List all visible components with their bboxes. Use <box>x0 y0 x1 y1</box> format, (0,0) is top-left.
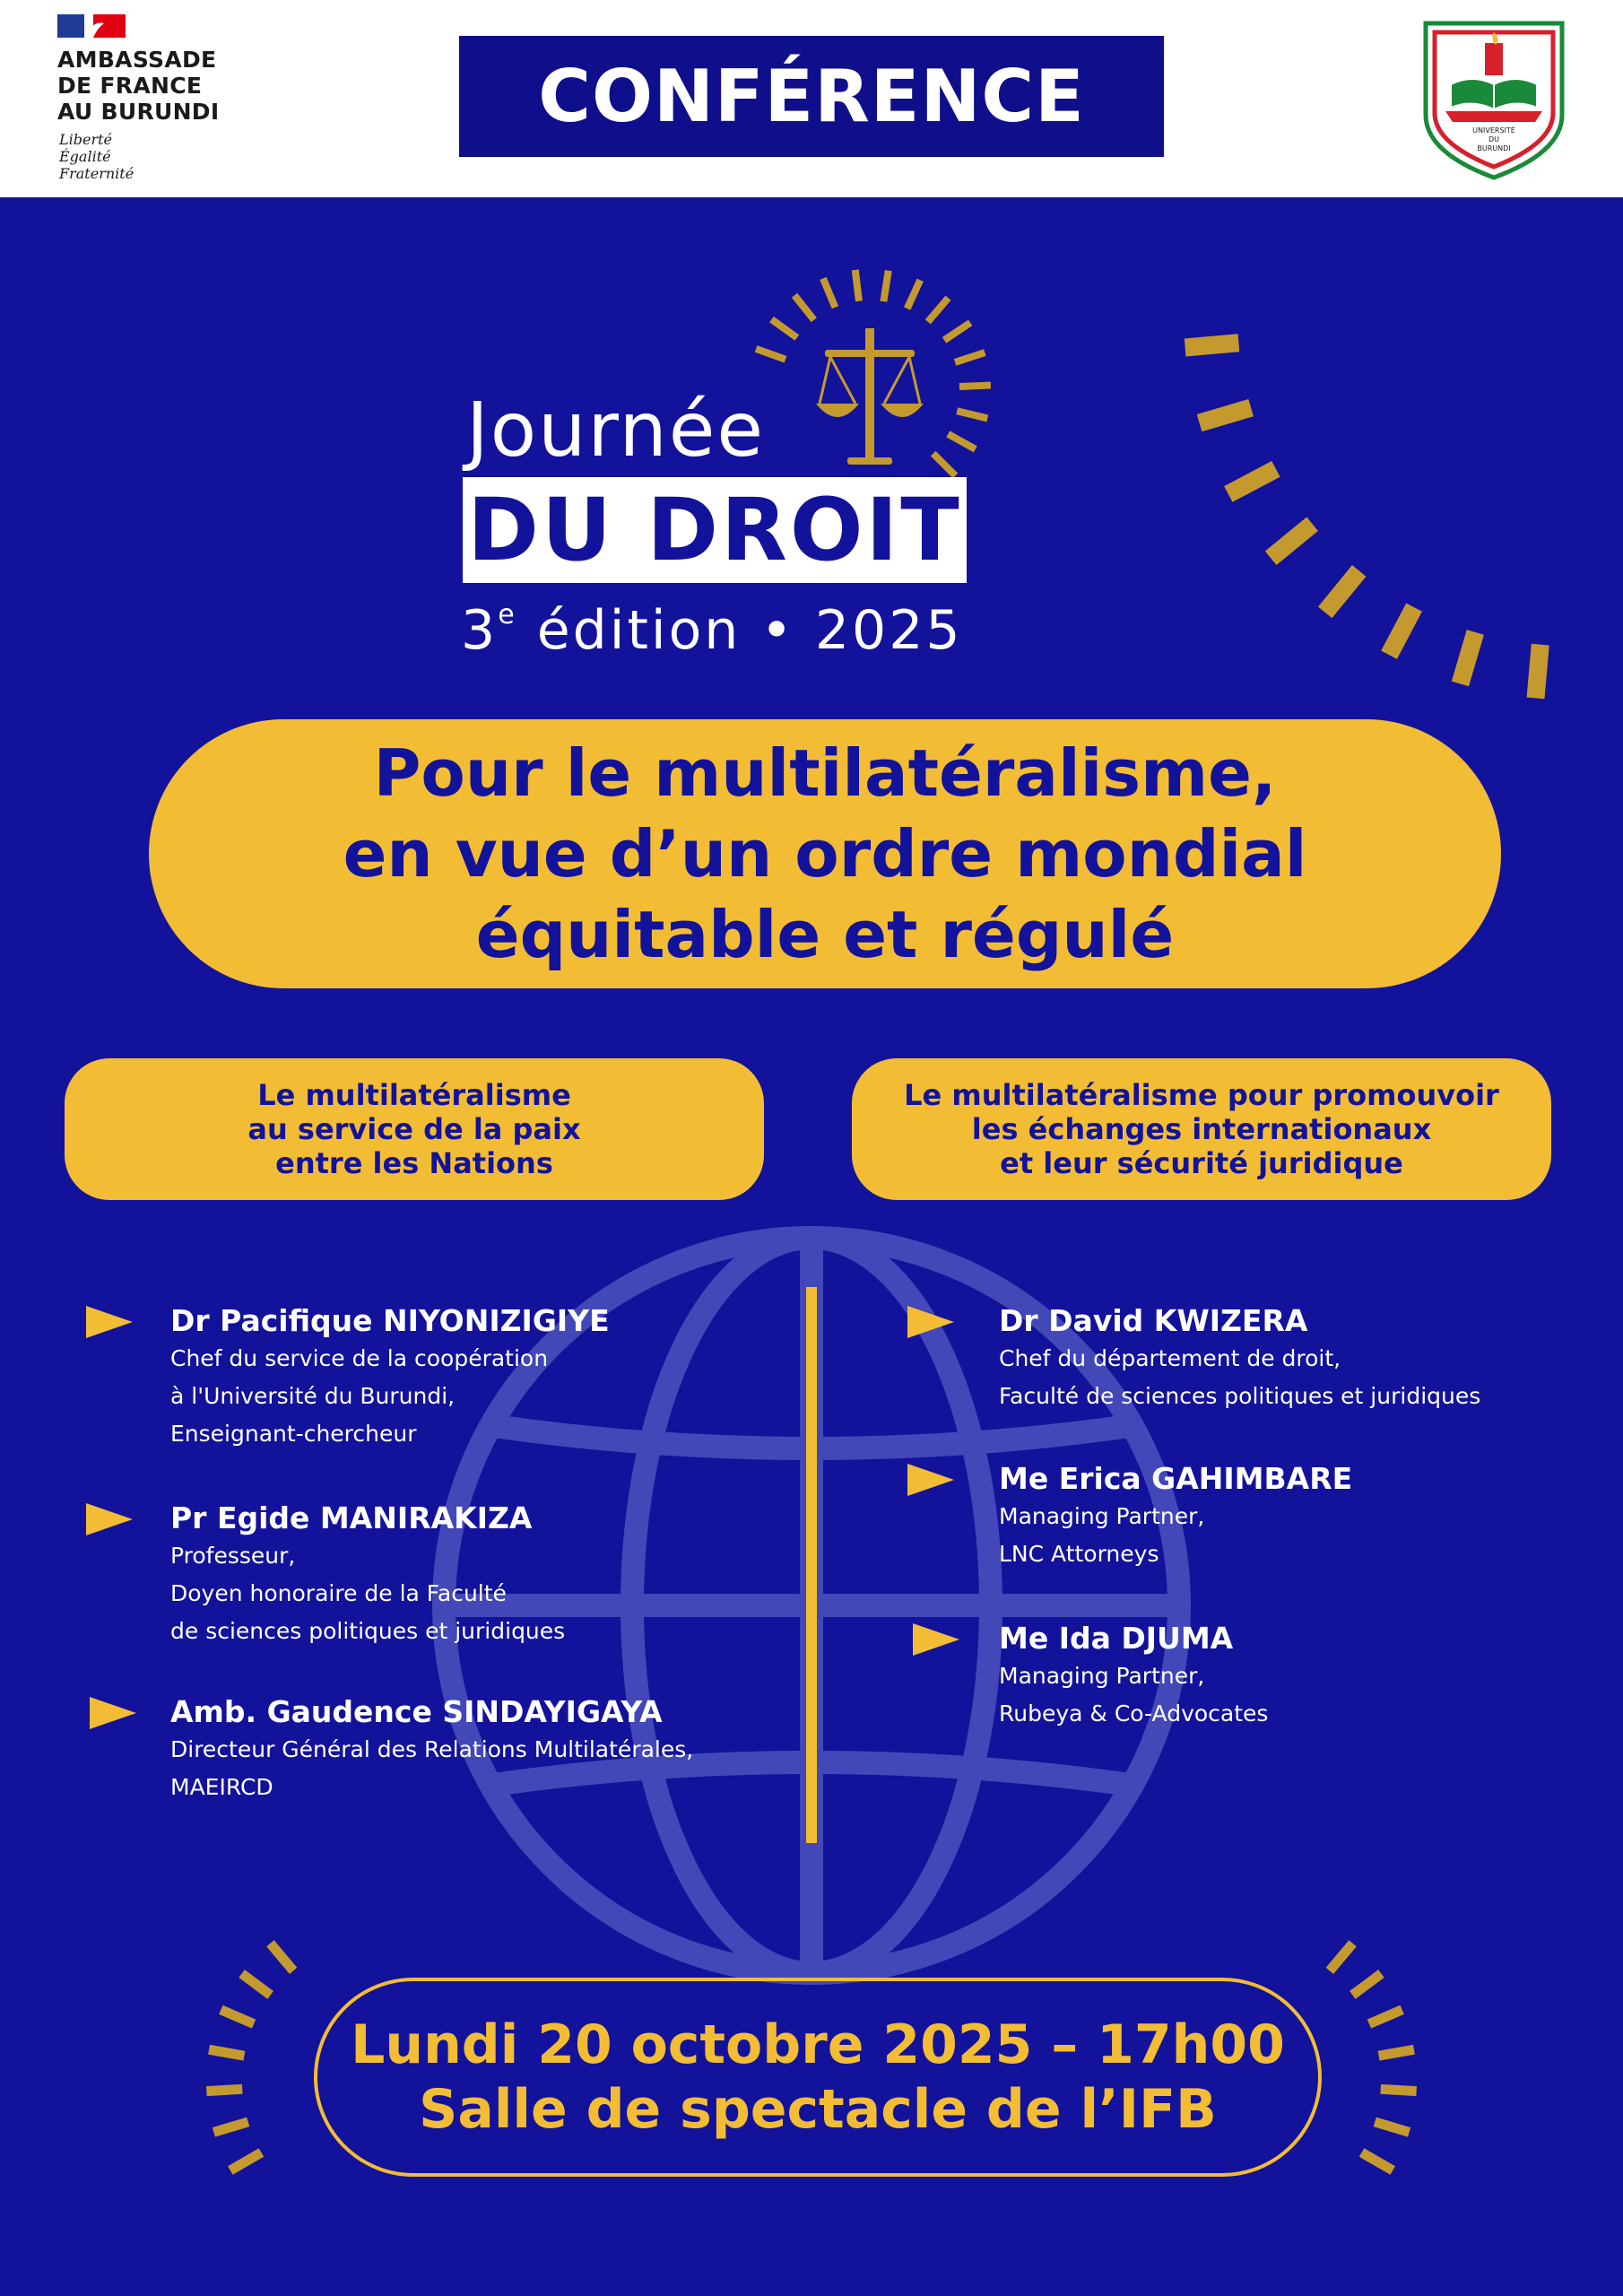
sunburst-dash <box>1352 1974 1381 1996</box>
speaker-role: Rubeya & Co-Advocates <box>999 1700 1269 1726</box>
arrow-bullet-icon <box>86 1306 133 1338</box>
theme-pill <box>149 719 1501 988</box>
sunburst-dash <box>1185 343 1239 347</box>
sunburst-dash <box>1362 2152 1393 2170</box>
speaker-role: MAEIRCD <box>170 1774 273 1800</box>
edition-number: 3 <box>461 599 499 662</box>
speaker-name: Me Ida DJUMA <box>999 1621 1234 1656</box>
subtheme-pill-trade <box>852 1058 1551 1200</box>
scales-of-justice-icon <box>816 323 924 466</box>
sunburst-dash <box>213 2122 247 2132</box>
sunburst-dash <box>928 298 949 322</box>
embassy-name-line-1: AMBASSADE <box>57 47 217 73</box>
conference-title: CONFÉRENCE <box>538 55 1085 138</box>
theme-line-1: Pour le multilatéralisme, <box>373 735 1277 811</box>
sunburst-dash <box>771 319 796 337</box>
motto-egalite: Égalité <box>59 148 111 165</box>
event-venue: Salle de spectacle de l’IFB <box>419 2078 1217 2141</box>
sunburst-dash <box>1375 2122 1409 2132</box>
logo-text-line-1: UNIVERSITÉ <box>1472 126 1515 135</box>
sunburst-dash <box>756 349 785 360</box>
edition-line <box>461 599 963 662</box>
subtheme-line: Le multilatéralisme pour promouvoir <box>904 1078 1499 1112</box>
subtheme-line: au service de la paix <box>247 1112 581 1146</box>
theme-line-2: en vue d’un ordre mondial <box>343 816 1307 891</box>
sunburst-dash <box>794 295 814 319</box>
embassy-name-line-3: AU BURUNDI <box>57 99 220 125</box>
subtheme-line: entre les Nations <box>275 1146 553 1180</box>
speaker-role: Doyen honoraire de la Faculté <box>170 1580 507 1606</box>
sunburst-dash <box>955 352 985 362</box>
speaker-role: Enseignant-chercheur <box>170 1421 417 1447</box>
sunburst-dash <box>1460 632 1475 684</box>
sunburst-dash <box>1271 524 1312 558</box>
speaker-role: LNC Attorneys <box>999 1541 1159 1567</box>
sunburst-dash <box>221 2010 254 2024</box>
motto-fraternite: Fraternité <box>59 165 135 182</box>
theme-line-3: équitable et régulé <box>475 897 1175 972</box>
subtheme-line: les échanges internationaux <box>971 1112 1432 1146</box>
header-bar <box>0 0 1623 197</box>
sunburst-dash <box>209 2049 244 2056</box>
event-date-time: Lundi 20 octobre 2025 – 17h00 <box>351 2013 1285 2076</box>
logo-text-line-2: DU <box>1488 135 1500 144</box>
journee-title: Journée <box>466 386 766 474</box>
speaker-name: Dr Pacifique NIYONIZIGIYE <box>170 1303 610 1338</box>
speaker-name: Dr David KWIZERA <box>999 1303 1308 1338</box>
speaker-role: Professeur, <box>170 1543 296 1569</box>
subtheme-line: Le multilatéralisme <box>257 1078 571 1112</box>
sunburst-dash <box>1379 2049 1414 2056</box>
speaker-name: Pr Egide MANIRAKIZA <box>170 1500 533 1535</box>
sunburst-dash <box>957 411 987 418</box>
speaker-name: Me Erica GAHIMBARE <box>999 1461 1353 1496</box>
sunburst-dash <box>855 270 859 301</box>
sunburst-dash <box>948 434 976 449</box>
sunburst-dash <box>1228 469 1276 494</box>
arrow-bullet-icon <box>907 1306 954 1338</box>
speaker-role: Faculté de sciences politiques et juridiques <box>999 1383 1481 1409</box>
sunburst-dash <box>944 323 970 340</box>
edition-year: édition • 2025 <box>516 599 963 662</box>
speaker-role: Directeur Général des Relations Multilatérales, <box>170 1736 694 1762</box>
sunburst-dash <box>907 280 921 309</box>
speaker-role: Managing Partner, <box>999 1663 1205 1689</box>
conference-title-banner <box>459 36 1164 157</box>
sunburst-dash <box>823 278 836 307</box>
du-droit-title: DU DROIT <box>467 480 962 580</box>
sunburst-dash <box>959 386 991 387</box>
subtheme-pill-peace <box>65 1058 764 1200</box>
sunburst-dash <box>883 271 888 302</box>
du-droit-banner <box>463 477 967 583</box>
speaker-name: Amb. Gaudence SINDAYIGAYA <box>170 1694 663 1729</box>
sunburst-dash <box>1389 607 1414 655</box>
arrow-bullet-icon <box>907 1464 954 1496</box>
sunburst-dash <box>242 1974 271 1996</box>
speaker-role: Chef du département de droit, <box>999 1345 1341 1371</box>
sunburst-dash <box>1200 408 1252 423</box>
university-burundi-logo <box>1420 18 1567 181</box>
speaker-role: Managing Partner, <box>999 1503 1205 1529</box>
arrow-bullet-icon <box>90 1697 136 1729</box>
speaker-role: à l'Université du Burundi, <box>170 1383 456 1409</box>
edition-suffix: e <box>498 599 517 631</box>
arrow-bullet-icon <box>913 1623 959 1656</box>
date-venue-pill <box>314 1978 1322 2177</box>
subtheme-line: et leur sécurité juridique <box>1000 1146 1403 1180</box>
sunburst-dash <box>1381 2089 1417 2091</box>
sunburst-dash <box>1536 645 1541 699</box>
sunburst-dash <box>230 2152 262 2170</box>
speaker-role: Chef du service de la coopération <box>170 1345 549 1371</box>
sunburst-dash <box>1325 570 1359 612</box>
sunburst-dash <box>1369 2010 1402 2024</box>
poster-body <box>0 197 1623 2296</box>
sunburst-dash <box>1330 1944 1353 1971</box>
embassy-name-line-2: DE FRANCE <box>57 73 203 99</box>
logo-text-line-3: BURUNDI <box>1477 144 1511 152</box>
arrow-bullet-icon <box>86 1503 133 1535</box>
sunburst-dash <box>206 2089 242 2091</box>
sunburst-dash <box>270 1944 293 1971</box>
motto-liberte: Liberté <box>59 131 112 148</box>
column-divider <box>806 1287 817 1843</box>
sunburst-dash <box>933 454 956 476</box>
speaker-role: de sciences politiques et juridiques <box>170 1618 566 1644</box>
french-flag-icon <box>57 14 126 38</box>
